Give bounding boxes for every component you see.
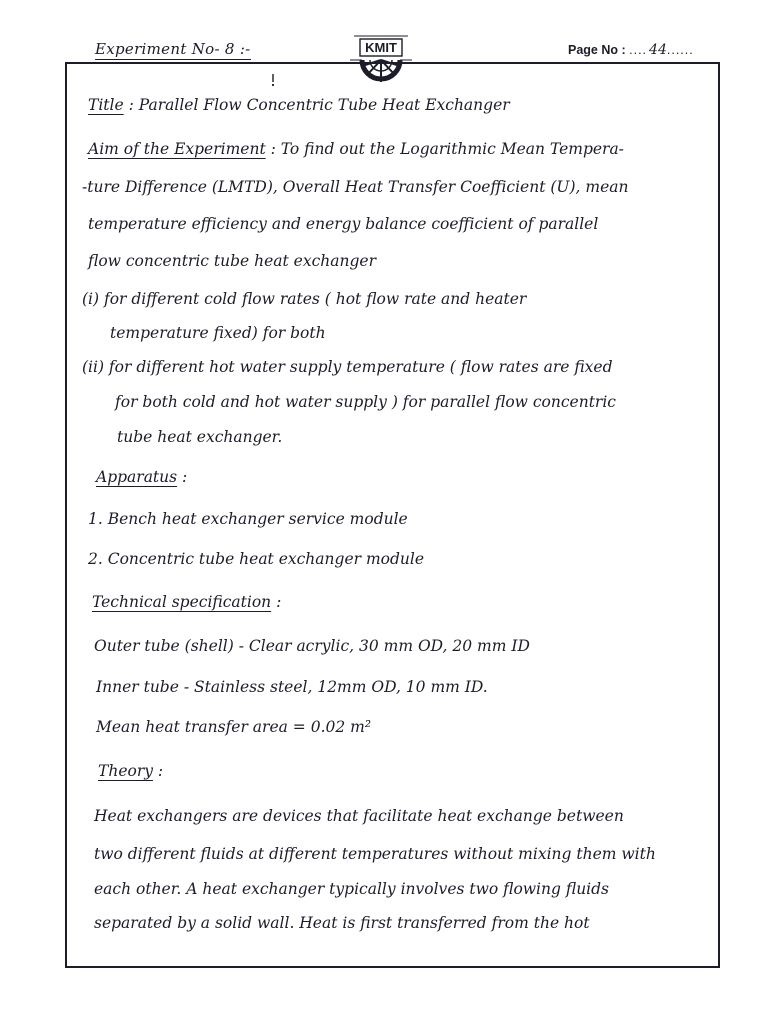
- apparatus-sep: :: [177, 468, 188, 486]
- aim-text-1: To find out the Logarithmic Mean Tempera-: [280, 140, 624, 158]
- theory-sep: :: [153, 762, 164, 780]
- aim-line-2: -ture Difference (LMTD), Overall Heat Transfer Coefficient (U), mean: [82, 178, 629, 196]
- aim-line-4: flow concentric tube heat exchanger: [88, 252, 376, 270]
- page-content: [65, 62, 720, 968]
- aim-line-8: for both cold and hot water supply ) for parallel flow concentric: [115, 393, 616, 411]
- apparatus-item-2: 2. Concentric tube heat exchanger module: [88, 550, 425, 568]
- aim-sep: :: [265, 140, 281, 158]
- experiment-number: Experiment No- 8 :-: [95, 40, 251, 58]
- aim-line-3: temperature efficiency and energy balance coefficient of parallel: [88, 215, 599, 233]
- aim-line-7: (ii) for different hot water supply temperature ( flow rates are fixed: [82, 358, 613, 376]
- apparatus-item-1: 1. Bench heat exchanger service module: [88, 510, 408, 528]
- title-text: Parallel Flow Concentric Tube Heat Exchanger: [138, 96, 510, 114]
- page-number: [568, 42, 694, 58]
- technical-line-2: Inner tube - Stainless steel, 12mm OD, 10 mm ID.: [96, 678, 488, 696]
- title-sep: :: [123, 96, 139, 114]
- theory-line-4: separated by a solid wall. Heat is first transferred from the hot: [94, 914, 590, 932]
- technical-line-3: Mean heat transfer area = 0.02 m²: [96, 718, 372, 736]
- page-number-dots-after: ......: [666, 43, 694, 57]
- logo-text: KMIT: [365, 40, 397, 55]
- theory-heading: Theory: [98, 762, 153, 780]
- page-number-value: 44: [649, 42, 667, 58]
- aim-line-1: [88, 140, 624, 158]
- apparatus-heading: Apparatus: [96, 468, 178, 486]
- technical-sep: :: [271, 593, 282, 611]
- technical-line: [92, 593, 281, 611]
- title-line: [88, 96, 510, 114]
- page-number-dots-before: ....: [629, 43, 648, 57]
- technical-heading: Technical specification: [92, 593, 272, 611]
- aim-line-6: temperature fixed) for both: [110, 324, 326, 342]
- title-heading: Title: [88, 96, 124, 114]
- theory-line: [98, 762, 163, 780]
- page-number-label: Page No :: [568, 43, 626, 57]
- theory-line-1: Heat exchangers are devices that facilitate heat exchange between: [94, 807, 624, 825]
- aim-line-5: (i) for different cold flow rates ( hot flow rate and heater: [82, 290, 527, 308]
- theory-line-2: two different fluids at different temperatures without mixing them with: [94, 845, 656, 863]
- pen-mark: [270, 74, 276, 86]
- theory-line-3: each other. A heat exchanger typically involves two flowing fluids: [94, 880, 610, 898]
- technical-line-1: Outer tube (shell) - Clear acrylic, 30 mm OD, 20 mm ID: [94, 637, 530, 655]
- apparatus-line: [96, 468, 187, 486]
- aim-heading: Aim of the Experiment: [88, 140, 266, 158]
- aim-line-9: tube heat exchanger.: [117, 428, 283, 446]
